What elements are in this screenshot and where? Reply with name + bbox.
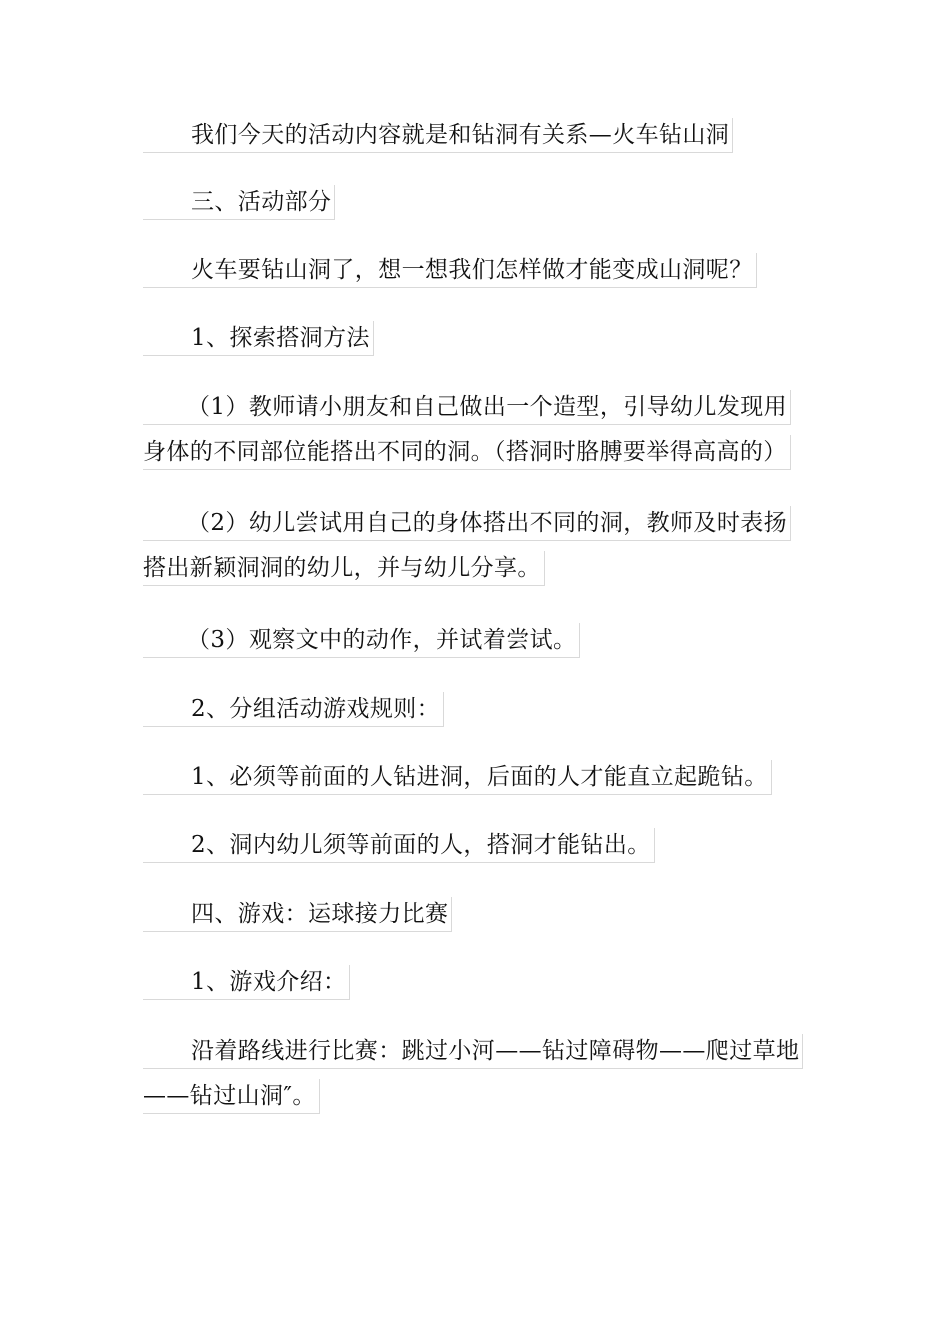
text-line: 我们今天的活动内容就是和钻洞有关系—火车钻山洞 (143, 118, 733, 153)
rule-item-2 (143, 828, 655, 863)
section-heading-game (143, 897, 452, 932)
subheading-game-intro (143, 965, 350, 1000)
text-line: 2、分组活动游戏规则： (143, 692, 444, 727)
text-line: 2、洞内幼儿须等前面的人，搭洞才能钻出。 (143, 828, 655, 863)
text-line: 火车要钻山洞了，想一想我们怎样做才能变成山洞呢？ (143, 253, 757, 288)
subheading-explore (143, 321, 374, 356)
text-line: ——钻过山洞″。 (143, 1079, 320, 1114)
paragraph-step-3 (143, 623, 580, 658)
subheading-group-rules (143, 692, 444, 727)
text-line: 身体的不同部位能搭出不同的洞。（搭洞时胳膊要举得高高的） (143, 435, 791, 470)
text-line: 1、探索搭洞方法 (143, 321, 374, 356)
text-line: 搭出新颖洞洞的幼儿，并与幼儿分享。 (143, 551, 545, 586)
text-line: 四、游戏：运球接力比赛 (143, 897, 452, 932)
text-line: （1）教师请小朋友和自己做出一个造型，引导幼儿发现用 (143, 390, 791, 425)
rule-item-1 (143, 760, 772, 795)
paragraph-intro (143, 118, 733, 153)
text-line: （3）观察文中的动作，并试着尝试。 (143, 623, 580, 658)
text-line: 1、必须等前面的人钻进洞，后面的人才能直立起跪钻。 (143, 760, 772, 795)
text-line: 三、活动部分 (143, 185, 335, 220)
paragraph-question (143, 253, 757, 288)
section-heading-activity (143, 185, 335, 220)
text-line: 1、游戏介绍： (143, 965, 350, 1000)
text-line: （2）幼儿尝试用自己的身体搭出不同的洞，教师及时表扬 (143, 506, 791, 541)
paragraph-step-1 (143, 390, 791, 470)
text-line: 沿着路线进行比赛：跳过小河——钻过障碍物——爬过草地 (143, 1034, 803, 1069)
paragraph-step-2 (143, 506, 791, 586)
paragraph-route (143, 1034, 803, 1114)
